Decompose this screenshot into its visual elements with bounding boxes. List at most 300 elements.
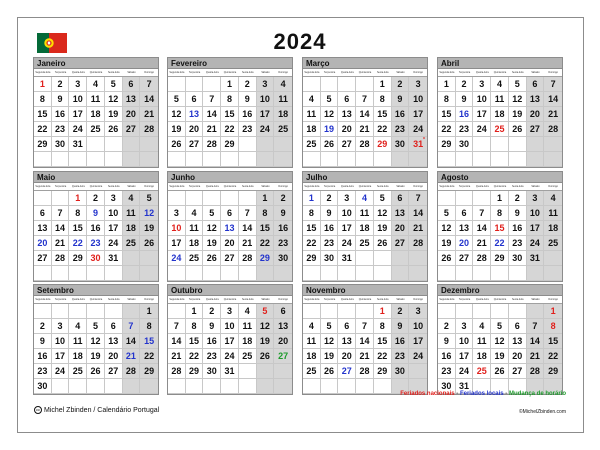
day-cell: 21	[52, 236, 70, 251]
weekday-label: Sábado	[127, 71, 136, 74]
empty-cell	[186, 266, 204, 281]
weekday-label: Terça-feira	[323, 185, 336, 188]
day-cell: 12	[105, 92, 123, 107]
day-cell: 2	[456, 77, 474, 92]
empty-cell	[239, 364, 257, 379]
day-cell: 1	[186, 304, 204, 319]
day-cell: 29	[491, 251, 509, 266]
weekday-label: Domingo	[278, 298, 288, 301]
empty-cell	[491, 304, 509, 319]
year-title: 2024	[273, 29, 327, 54]
day-cell: 4	[69, 319, 87, 334]
empty-cell	[257, 266, 275, 281]
empty-cell	[52, 191, 70, 206]
day-cell: 3	[338, 191, 356, 206]
day-cell: 2	[52, 77, 70, 92]
empty-cell	[123, 304, 141, 319]
empty-cell	[168, 304, 186, 319]
day-cell: 8	[186, 319, 204, 334]
day-cell: 31	[105, 251, 123, 266]
day-cell: 21	[123, 349, 141, 364]
day-cell: 8	[438, 92, 456, 107]
empty-cell	[456, 152, 474, 167]
empty-cell	[473, 304, 491, 319]
weekday-label: Terça-feira	[54, 71, 67, 74]
day-cell: 2	[34, 319, 52, 334]
day-cell: 7	[123, 319, 141, 334]
day-cell: 24	[473, 122, 491, 137]
weekday-label: Terça-feira	[323, 298, 336, 301]
weekday-label: Domingo	[548, 185, 558, 188]
empty-cell	[321, 266, 339, 281]
weekday-header	[168, 183, 292, 191]
empty-cell	[69, 152, 87, 167]
day-cell: 27	[527, 122, 545, 137]
weekday-label: Quinta-feira	[89, 185, 103, 188]
empty-cell	[374, 251, 392, 266]
day-cell: 21	[544, 107, 562, 122]
day-cell: 31	[221, 364, 239, 379]
month-junho	[167, 171, 293, 282]
weekday-label: Sexta-feira	[376, 298, 389, 301]
day-cell: 17	[52, 349, 70, 364]
day-cell: 18	[123, 221, 141, 236]
day-cell: 17	[257, 107, 275, 122]
weekday-label: Sexta-feira	[241, 71, 254, 74]
empty-cell	[509, 304, 527, 319]
day-cell: 21	[409, 221, 427, 236]
day-cell: 19	[257, 334, 275, 349]
day-cell: 23	[239, 122, 257, 137]
day-cell: 22	[257, 236, 275, 251]
day-cell: 29	[374, 137, 392, 152]
day-cell: 18	[274, 107, 292, 122]
day-cell: 8	[303, 206, 321, 221]
day-cell: 22	[221, 122, 239, 137]
weekday-label: Segunda-feira	[304, 298, 320, 301]
day-cell: 28	[356, 137, 374, 152]
day-cell: 4	[87, 77, 105, 92]
day-cell: 17	[409, 334, 427, 349]
weekday-label: Segunda-feira	[35, 298, 51, 301]
day-cell: 10	[456, 334, 474, 349]
footer-website[interactable]: ©MichelZbinden.com	[518, 409, 566, 415]
day-cell: 14	[52, 221, 70, 236]
weekday-label: Segunda-feira	[169, 298, 185, 301]
day-cell: 11	[274, 92, 292, 107]
empty-cell	[374, 266, 392, 281]
day-cell: 26	[509, 122, 527, 137]
day-cell: 9	[509, 206, 527, 221]
days-grid	[34, 191, 158, 281]
day-cell: 2	[392, 304, 410, 319]
day-cell: 23	[456, 122, 474, 137]
empty-cell	[303, 379, 321, 394]
weekday-label: Quinta-feira	[493, 185, 507, 188]
day-cell: 13	[123, 92, 141, 107]
days-grid	[303, 304, 427, 394]
day-cell: 26	[87, 364, 105, 379]
day-cell: 23	[52, 122, 70, 137]
day-cell: 26	[105, 122, 123, 137]
day-cell: 30	[34, 379, 52, 394]
weekday-label: Terça-feira	[458, 185, 471, 188]
day-cell: 14	[123, 334, 141, 349]
day-cell: 29	[186, 364, 204, 379]
day-cell: 27	[186, 137, 204, 152]
empty-cell	[409, 251, 427, 266]
empty-cell	[456, 266, 474, 281]
empty-cell	[34, 304, 52, 319]
empty-cell	[69, 304, 87, 319]
day-cell: 18	[87, 107, 105, 122]
day-cell: 24	[168, 251, 186, 266]
day-cell: 25	[491, 122, 509, 137]
empty-cell	[140, 137, 158, 152]
day-cell: 26	[438, 251, 456, 266]
weekday-label: Sexta-feira	[376, 185, 389, 188]
day-cell: 30	[509, 251, 527, 266]
legend-national: Feriados nacionais	[400, 391, 455, 397]
day-cell: 29	[438, 137, 456, 152]
day-cell: 17	[473, 107, 491, 122]
day-cell: 22	[186, 349, 204, 364]
day-cell: 9	[87, 206, 105, 221]
day-cell: 25	[123, 236, 141, 251]
day-cell: 26	[491, 364, 509, 379]
empty-cell	[356, 379, 374, 394]
day-cell: 5	[321, 319, 339, 334]
day-cell: 10	[338, 206, 356, 221]
day-cell: 25	[544, 236, 562, 251]
footer-credit	[34, 406, 159, 414]
day-cell: 26	[321, 137, 339, 152]
day-cell: 6	[105, 319, 123, 334]
day-cell: 6	[221, 206, 239, 221]
empty-cell	[303, 266, 321, 281]
day-cell: 18	[544, 221, 562, 236]
day-cell: 24	[527, 236, 545, 251]
day-cell: 11	[473, 334, 491, 349]
weekday-header	[34, 296, 158, 304]
day-cell: 15	[491, 221, 509, 236]
month-julho	[302, 171, 428, 282]
weekday-label: Segunda-feira	[35, 71, 51, 74]
day-cell: 7	[168, 319, 186, 334]
day-cell: 8	[34, 92, 52, 107]
empty-cell	[168, 77, 186, 92]
empty-cell	[257, 137, 275, 152]
day-cell: 29	[140, 364, 158, 379]
day-cell: 29	[374, 364, 392, 379]
day-cell: 1	[544, 304, 562, 319]
empty-cell	[34, 191, 52, 206]
month-name: Novembro	[303, 285, 427, 296]
day-cell: 5	[168, 92, 186, 107]
day-cell: 18	[69, 349, 87, 364]
day-cell: 19	[140, 221, 158, 236]
day-cell: 9	[392, 92, 410, 107]
empty-cell	[392, 266, 410, 281]
day-cell: 27	[105, 364, 123, 379]
empty-cell	[168, 379, 186, 394]
day-cell: 14	[203, 107, 221, 122]
day-cell: 2	[239, 77, 257, 92]
month-name: Janeiro	[34, 58, 158, 69]
empty-cell	[69, 266, 87, 281]
weekday-label: Quinta-feira	[358, 298, 372, 301]
weekday-label: Sábado	[261, 185, 270, 188]
day-cell: 6	[392, 191, 410, 206]
weekday-label: Sexta-feira	[511, 298, 524, 301]
day-cell: 10	[52, 334, 70, 349]
day-cell: 24	[409, 122, 427, 137]
empty-cell	[105, 266, 123, 281]
weekday-label: Terça-feira	[188, 185, 201, 188]
empty-cell	[356, 304, 374, 319]
weekday-label: Terça-feira	[458, 71, 471, 74]
weekday-label: Sexta-feira	[107, 185, 120, 188]
day-cell: 16	[87, 221, 105, 236]
month-maio	[33, 171, 159, 282]
day-cell: 14	[140, 92, 158, 107]
day-cell: 22	[140, 349, 158, 364]
day-cell: 24	[338, 236, 356, 251]
day-cell: 1	[374, 304, 392, 319]
day-cell: 19	[491, 349, 509, 364]
empty-cell	[544, 137, 562, 152]
day-cell: 31	[338, 251, 356, 266]
day-cell: 23	[321, 236, 339, 251]
day-cell: 27	[34, 251, 52, 266]
day-cell: 20	[392, 221, 410, 236]
day-cell: 7	[356, 319, 374, 334]
day-cell: 2	[274, 191, 292, 206]
weekday-label: Sexta-feira	[511, 71, 524, 74]
day-cell: 25	[473, 364, 491, 379]
month-name: Dezembro	[438, 285, 562, 296]
day-cell: 17	[105, 221, 123, 236]
day-cell: 29	[303, 251, 321, 266]
days-grid	[34, 304, 158, 394]
day-cell: 12	[321, 334, 339, 349]
empty-cell	[338, 304, 356, 319]
day-cell: 4	[491, 77, 509, 92]
day-cell: 16	[52, 107, 70, 122]
day-cell: 22	[491, 236, 509, 251]
weekday-label: Domingo	[144, 71, 154, 74]
weekday-header	[438, 296, 562, 304]
empty-cell	[203, 191, 221, 206]
day-cell: 30	[203, 364, 221, 379]
weekday-label: Sábado	[261, 71, 270, 74]
day-cell: 7	[239, 206, 257, 221]
day-cell: 16	[456, 107, 474, 122]
weekday-label: Domingo	[413, 71, 423, 74]
day-cell: 15	[221, 107, 239, 122]
day-cell: 9	[438, 334, 456, 349]
weekday-label: Quarta-feira	[71, 185, 85, 188]
day-cell: 12	[491, 334, 509, 349]
empty-cell	[186, 152, 204, 167]
day-cell: 25	[274, 122, 292, 137]
empty-cell	[87, 137, 105, 152]
empty-cell	[274, 364, 292, 379]
day-cell: 4	[274, 77, 292, 92]
day-cell: 19	[509, 107, 527, 122]
weekday-label: Terça-feira	[458, 298, 471, 301]
day-cell: 8	[221, 92, 239, 107]
weekday-label: Quarta-feira	[340, 185, 354, 188]
empty-cell	[105, 137, 123, 152]
empty-cell	[140, 266, 158, 281]
day-cell: 28	[140, 122, 158, 137]
day-cell: 12	[140, 206, 158, 221]
month-name: Fevereiro	[168, 58, 292, 69]
day-cell: 21	[473, 236, 491, 251]
day-cell: 11	[87, 92, 105, 107]
day-cell: 11	[491, 92, 509, 107]
month-name: Junho	[168, 172, 292, 183]
day-cell: 21	[239, 236, 257, 251]
empty-cell	[221, 379, 239, 394]
empty-cell	[274, 152, 292, 167]
weekday-label: Quarta-feira	[475, 185, 489, 188]
day-cell: 8	[140, 319, 158, 334]
day-cell: 21	[203, 122, 221, 137]
empty-cell	[203, 266, 221, 281]
day-cell: 15	[140, 334, 158, 349]
empty-cell	[239, 266, 257, 281]
weekday-label: Sexta-feira	[241, 185, 254, 188]
weekday-label: Segunda-feira	[439, 298, 455, 301]
month-abril	[437, 57, 563, 168]
day-cell: 23	[392, 349, 410, 364]
day-cell: 28	[356, 364, 374, 379]
day-cell: 12	[257, 319, 275, 334]
empty-cell	[392, 152, 410, 167]
empty-cell	[140, 251, 158, 266]
weekday-label: Sexta-feira	[107, 298, 120, 301]
empty-cell	[123, 152, 141, 167]
weekday-label: Segunda-feira	[439, 185, 455, 188]
weekday-label: Sábado	[531, 71, 540, 74]
day-cell: 16	[321, 221, 339, 236]
day-cell: 15	[374, 107, 392, 122]
weekday-label: Terça-feira	[188, 71, 201, 74]
day-cell: 9	[34, 334, 52, 349]
day-cell: 17	[69, 107, 87, 122]
month-março	[302, 57, 428, 168]
day-cell: 16	[438, 349, 456, 364]
day-cell: 30	[456, 137, 474, 152]
day-cell: 12	[168, 107, 186, 122]
empty-cell	[438, 152, 456, 167]
day-cell: 31	[456, 379, 474, 394]
day-cell: 5	[257, 304, 275, 319]
empty-cell	[87, 379, 105, 394]
empty-cell	[221, 191, 239, 206]
weekday-label: Segunda-feira	[169, 185, 185, 188]
day-cell: 1	[69, 191, 87, 206]
day-cell: 25	[303, 137, 321, 152]
day-cell: 27	[338, 137, 356, 152]
day-cell: 4	[186, 206, 204, 221]
empty-cell	[473, 266, 491, 281]
days-grid	[34, 77, 158, 167]
month-name: Julho	[303, 172, 427, 183]
day-cell: 7	[409, 191, 427, 206]
day-cell: 8	[374, 319, 392, 334]
day-cell: 28	[409, 236, 427, 251]
empty-cell	[338, 77, 356, 92]
month-setembro	[33, 284, 159, 395]
day-cell: 2	[509, 191, 527, 206]
day-cell: 16	[274, 221, 292, 236]
day-cell: 3	[168, 206, 186, 221]
day-cell: 5	[203, 206, 221, 221]
day-cell: 23	[438, 364, 456, 379]
day-cell: 20	[274, 334, 292, 349]
day-cell: 31 *	[409, 137, 427, 152]
month-agosto	[437, 171, 563, 282]
empty-cell	[87, 266, 105, 281]
empty-cell	[203, 152, 221, 167]
day-cell: 18	[473, 349, 491, 364]
empty-cell	[356, 77, 374, 92]
days-grid	[303, 77, 427, 167]
weekday-label: Quarta-feira	[205, 298, 219, 301]
month-name: Maio	[34, 172, 158, 183]
day-cell: 10	[105, 206, 123, 221]
weekday-label: Quinta-feira	[89, 298, 103, 301]
day-cell: 29	[34, 137, 52, 152]
day-cell: 7	[203, 92, 221, 107]
day-cell: 25	[186, 251, 204, 266]
day-cell: 17	[409, 107, 427, 122]
day-cell: 26	[257, 349, 275, 364]
day-cell: 27	[338, 364, 356, 379]
empty-cell	[321, 77, 339, 92]
day-cell: 20	[123, 107, 141, 122]
weekday-label: Sábado	[531, 185, 540, 188]
day-cell: 23	[203, 349, 221, 364]
month-name: Outubro	[168, 285, 292, 296]
day-cell: 21	[356, 122, 374, 137]
day-cell: 10	[257, 92, 275, 107]
day-cell: 20	[509, 349, 527, 364]
day-cell: 15	[438, 107, 456, 122]
day-cell: 29	[544, 364, 562, 379]
day-cell: 30	[321, 251, 339, 266]
empty-cell	[69, 379, 87, 394]
day-cell: 22	[34, 122, 52, 137]
empty-cell	[338, 266, 356, 281]
days-grid	[168, 191, 292, 281]
day-cell: 28	[473, 251, 491, 266]
day-cell: 5	[87, 319, 105, 334]
day-cell: 22	[374, 349, 392, 364]
empty-cell	[52, 304, 70, 319]
weekday-label: Sexta-feira	[241, 298, 254, 301]
month-name: Agosto	[438, 172, 562, 183]
weekday-label: Sábado	[127, 185, 136, 188]
empty-cell	[52, 152, 70, 167]
day-cell: 2	[321, 191, 339, 206]
day-cell: 20	[34, 236, 52, 251]
empty-cell	[239, 137, 257, 152]
weekday-label: Segunda-feira	[439, 71, 455, 74]
